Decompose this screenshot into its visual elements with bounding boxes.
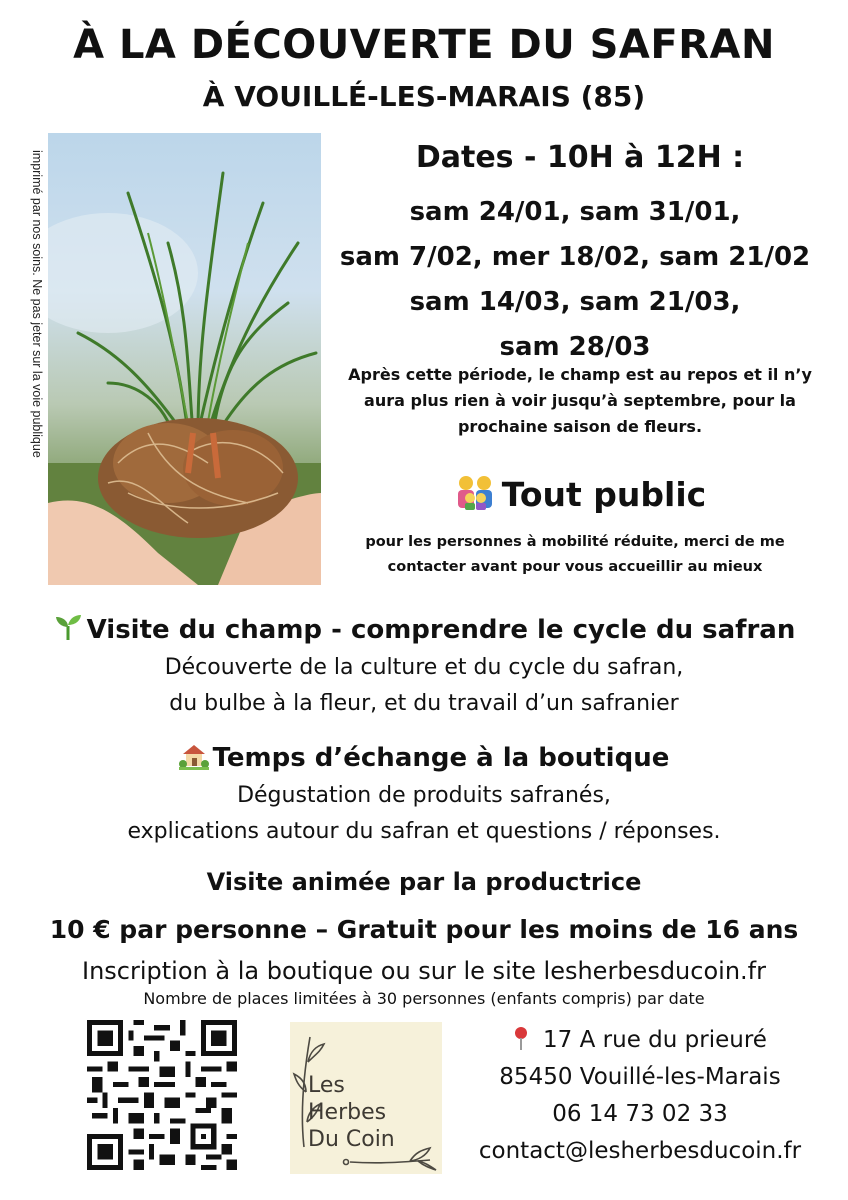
guide-line: Visite animée par la productrice bbox=[206, 868, 642, 896]
qr-code[interactable] bbox=[87, 1020, 237, 1170]
dates-list bbox=[325, 190, 825, 370]
period-note: Après cette période, le champ est au repos et il n’y aura plus rien à voir jusqu’à septembre, pour la prochaine saison de fleurs. bbox=[348, 365, 812, 436]
logo-line: Du Coin bbox=[308, 1127, 395, 1152]
section-line: explications autour du safran et questions / réponses. bbox=[127, 819, 721, 844]
seedling-icon bbox=[53, 612, 83, 642]
contact-block bbox=[455, 1022, 825, 1170]
address-line bbox=[455, 1022, 825, 1059]
page-subtitle: À VOUILLÉ-LES-MARAIS (85) bbox=[202, 80, 646, 113]
saffron-photo bbox=[48, 133, 321, 585]
brand-logo bbox=[290, 1022, 442, 1174]
audience-heading bbox=[330, 474, 830, 514]
section-title-field-visit bbox=[0, 612, 848, 645]
logo-text bbox=[308, 1072, 395, 1153]
section-title-text: Temps d’échange à la boutique bbox=[212, 743, 670, 773]
phone-line[interactable]: 06 14 73 02 33 bbox=[552, 1101, 728, 1127]
audience-label: Tout public bbox=[501, 475, 707, 514]
city-line: 85450 Vouillé-les-Marais bbox=[499, 1064, 781, 1090]
dates-heading: Dates - 10H à 12H : bbox=[415, 140, 745, 175]
places-limit-line: Nombre de places limitées à 30 personnes (enfants compris) par date bbox=[143, 989, 705, 1008]
map-pin-icon bbox=[513, 1026, 529, 1050]
section-body-field-visit bbox=[0, 650, 848, 722]
date-line: sam 28/03 bbox=[499, 332, 651, 362]
family-icon bbox=[454, 474, 496, 510]
email-link[interactable]: contact@lesherbesducoin.fr bbox=[478, 1138, 802, 1164]
date-line: sam 7/02, mer 18/02, sam 21/02 bbox=[339, 242, 811, 272]
section-line: Dégustation de produits safranés, bbox=[237, 783, 611, 808]
address-text: 17 A rue du prieuré bbox=[543, 1027, 767, 1053]
house-garden-icon bbox=[179, 740, 209, 770]
logo-line: Herbes bbox=[308, 1100, 387, 1125]
saffron-bulbs-illustration bbox=[48, 133, 321, 585]
section-line: du bulbe à la fleur, et du travail d’un safranier bbox=[169, 691, 679, 716]
print-side-note bbox=[30, 150, 50, 560]
section-title-text: Visite du champ - comprendre le cycle du safran bbox=[86, 615, 796, 645]
signup-line: Inscription à la boutique ou sur le site lesherbesducoin.fr bbox=[82, 957, 766, 985]
section-title-shop-exchange bbox=[0, 740, 848, 773]
section-body-shop-exchange bbox=[0, 778, 848, 850]
date-line: sam 14/03, sam 21/03, bbox=[409, 287, 741, 317]
mobility-note: pour les personnes à mobilité réduite, merci de me contacter avant pour vous accueillir au mieux bbox=[365, 534, 785, 575]
side-note-text: imprimé par nos soins. Ne pas jeter sur la voie publique bbox=[30, 150, 44, 458]
date-line: sam 24/01, sam 31/01, bbox=[409, 197, 741, 227]
price-line: 10 € par personne – Gratuit pour les moins de 16 ans bbox=[49, 915, 799, 944]
logo-line: Les bbox=[308, 1073, 345, 1098]
section-line: Découverte de la culture et du cycle du safran, bbox=[164, 655, 684, 680]
page-title: À LA DÉCOUVERTE DU SAFRAN bbox=[73, 22, 775, 68]
